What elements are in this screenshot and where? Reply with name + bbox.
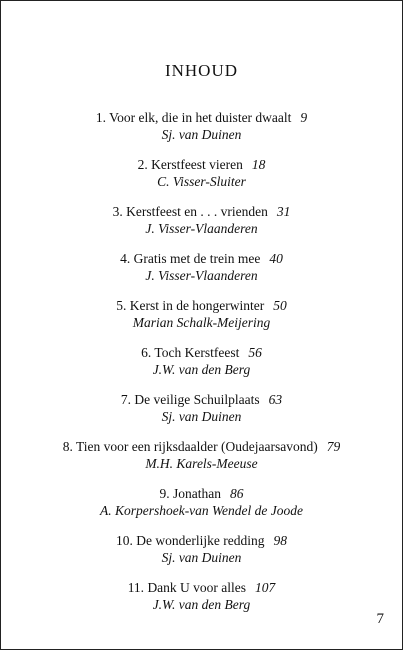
entry-author: Sj. van Duinen xyxy=(161,550,242,565)
entry-author: Sj. van Duinen xyxy=(161,127,242,142)
entry-page: 79 xyxy=(326,439,341,454)
entry-page: 98 xyxy=(273,533,287,548)
toc-entry-10 xyxy=(1,532,402,579)
entry-title: Kerstfeest en . . . vrienden xyxy=(126,204,268,219)
entry-title: De veilige Schuilplaats xyxy=(134,392,260,407)
entry-page: 9 xyxy=(300,110,308,125)
entry-number: 7. xyxy=(120,392,132,407)
entry-title: Dank U voor alles xyxy=(147,580,247,595)
toc-entry-5 xyxy=(1,297,402,344)
entry-number: 2. xyxy=(137,157,148,172)
entry-number: 8. xyxy=(62,439,73,454)
toc-entry-8 xyxy=(1,438,402,485)
entry-page: 40 xyxy=(269,251,283,266)
entry-title: Voor elk, die in het duister dwaalt xyxy=(109,110,292,125)
toc-entry-7 xyxy=(1,391,402,438)
entry-title: Kerst in de hongerwinter xyxy=(129,298,265,313)
entry-title: Kerstfeest vieren xyxy=(151,157,243,172)
toc-entry-3 xyxy=(1,203,402,250)
table-of-contents xyxy=(1,109,402,626)
entry-author: J. Visser-Vlaanderen xyxy=(145,268,258,283)
toc-entry-6 xyxy=(1,344,402,391)
entry-page: 56 xyxy=(248,345,262,360)
entry-author: J. Visser-Vlaanderen xyxy=(145,221,258,236)
entry-number: 10. xyxy=(116,533,133,548)
entry-title: Toch Kerstfeest xyxy=(154,345,240,360)
entry-author: Marian Schalk-Meijering xyxy=(132,315,271,330)
entry-page: 63 xyxy=(268,392,283,407)
entry-title: Tien voor een rijksdaalder (Oudejaarsavond) xyxy=(76,439,318,454)
entry-author: C. Visser-Sluiter xyxy=(157,174,246,189)
toc-entry-9 xyxy=(1,485,402,532)
entry-number: 6. xyxy=(141,345,152,360)
entry-title: De wonderlijke redding xyxy=(136,533,265,548)
entry-page: 107 xyxy=(255,580,276,595)
entry-author: Sj. van Duinen xyxy=(161,409,242,424)
entry-author: A. Korpershoek-van Wendel de Joode xyxy=(99,503,304,518)
toc-entry-4 xyxy=(1,250,402,297)
entry-page: 86 xyxy=(230,486,244,501)
entry-author: J.W. van den Berg xyxy=(152,362,251,377)
entry-author: M.H. Karels-Meeuse xyxy=(145,456,258,471)
page-number: 7 xyxy=(376,611,384,627)
toc-entry-2 xyxy=(1,156,402,203)
entry-page: 50 xyxy=(273,298,287,313)
entry-number: 9. xyxy=(159,486,170,501)
toc-entry-11 xyxy=(1,579,402,626)
entry-number: 3. xyxy=(112,204,123,219)
entry-number: 11. xyxy=(127,580,145,595)
toc-entry-1 xyxy=(1,109,402,156)
entry-title: Jonathan xyxy=(173,486,221,501)
entry-number: 5. xyxy=(116,298,127,313)
entry-title: Gratis met de trein mee xyxy=(133,251,261,266)
entry-number: 1. xyxy=(95,110,106,125)
entry-author: J.W. van den Berg xyxy=(152,597,251,612)
entry-page: 18 xyxy=(251,157,266,172)
page-heading: INHOUD xyxy=(164,61,239,80)
entry-number: 4. xyxy=(120,251,131,266)
entry-page: 31 xyxy=(276,204,291,219)
